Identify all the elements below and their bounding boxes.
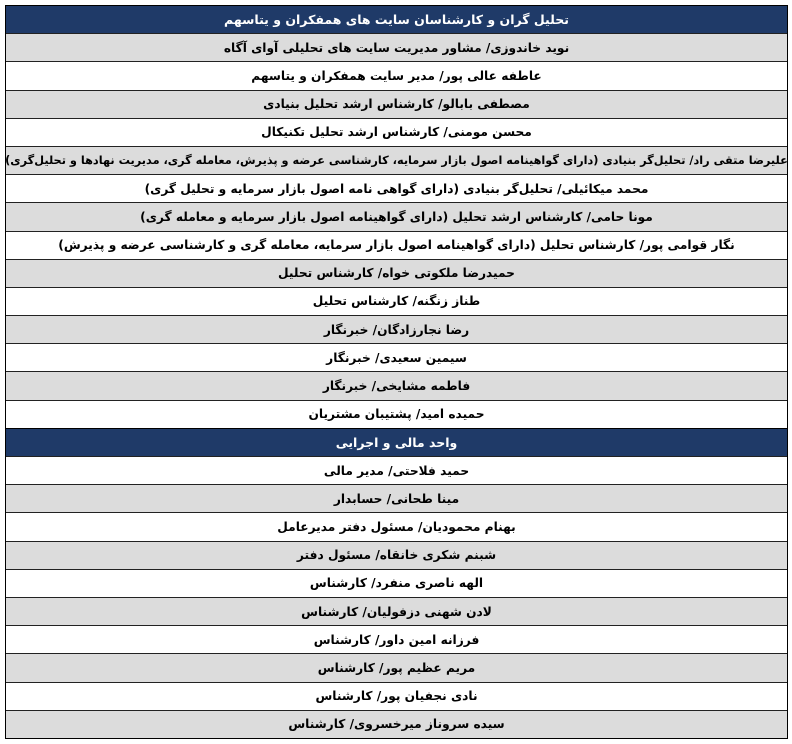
table-row: مریم عظیم پور/ کارشناس xyxy=(6,653,787,681)
staff-table xyxy=(5,5,788,739)
table-row: سیمین سعیدی/ خبرنگار xyxy=(6,343,787,371)
table-row: محمد میکائیلی/ تحلیل‌گر بنیادی (دارای گواهی نامه اصول بازار سرمایه و تحلیل گری) xyxy=(6,174,787,202)
table-row: علیرضا متقی راد/ تحلیل‌گر بنیادی (دارای گواهینامه اصول بازار سرمایه، کارشناسی عرضه و پذیرش، معامله گری، مدیریت نهادها و تحلیل‌گری) xyxy=(6,146,787,174)
table-row: سیده سروناز میرخسروی/ کارشناس xyxy=(6,710,787,738)
table-row: لادن شهنی دزفولیان/ کارشناس xyxy=(6,597,787,625)
section-header-finance: واحد مالی و اجرایی xyxy=(6,428,787,456)
table-row: الهه ناصری منفرد/ کارشناس xyxy=(6,569,787,597)
table-row: نگار قوامی پور/ کارشناس تحلیل (دارای گواهینامه اصول بازار سرمایه، معامله گری و کارشناسی عرضه و پذیرش) xyxy=(6,231,787,259)
table-row: مینا طحانی/ حسابدار xyxy=(6,484,787,512)
table-row: طناز زنگنه/ کارشناس تحلیل xyxy=(6,287,787,315)
table-row: مونا حامی/ کارشناس ارشد تحلیل (دارای گواهینامه اصول بازار سرمایه و معامله گری) xyxy=(6,202,787,230)
table-row: فرزانه امین داور/ کارشناس xyxy=(6,625,787,653)
table-row: شبنم شکری خانقاه/ مسئول دفتر xyxy=(6,541,787,569)
table-row: نادی نجفیان پور/ کارشناس xyxy=(6,682,787,710)
table-row: حمید فلاحتی/ مدیر مالی xyxy=(6,456,787,484)
table-row: محسن مومنی/ کارشناس ارشد تحلیل تکنیکال xyxy=(6,118,787,146)
table-row: فاطمه مشایخی/ خبرنگار xyxy=(6,371,787,399)
section-header-analysts: تحلیل گران و کارشناسان سایت های همفکران و یتاسهم xyxy=(6,5,787,33)
table-row: رضا نجارزادگان/ خبرنگار xyxy=(6,315,787,343)
table-row: عاطفه عالی پور/ مدیر سایت همفکران و یتاسهم xyxy=(6,61,787,89)
table-row: بهنام محمودیان/ مسئول دفتر مدیرعامل xyxy=(6,512,787,540)
table-row: نوید خاندوزی/ مشاور مدیریت سایت های تحلیلی آوای آگاه xyxy=(6,33,787,61)
table-row: مصطفی بابالو/ کارشناس ارشد تحلیل بنیادی xyxy=(6,90,787,118)
table-row: حمیده امید/ پشتیبان مشتریان xyxy=(6,400,787,428)
table-row: حمیدرضا ملکوتی خواه/ کارشناس تحلیل xyxy=(6,259,787,287)
